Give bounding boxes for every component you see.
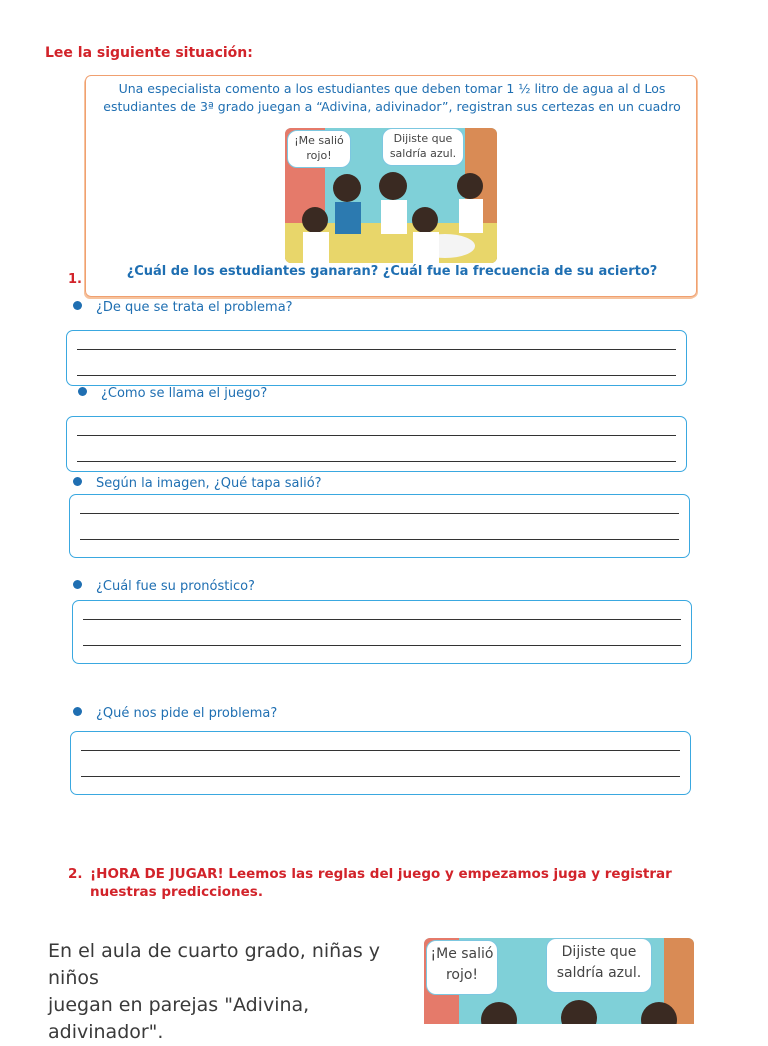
bullet-icon [78, 387, 87, 396]
question-label: ¿Como se llama el juego? [101, 386, 268, 401]
answer-line[interactable] [77, 349, 676, 350]
answer-line[interactable] [77, 435, 676, 436]
bottom-text-line: En el aula de cuarto grado, niñas y niños [48, 940, 381, 989]
item-number: 2. [68, 866, 83, 882]
answer-box-1[interactable] [66, 330, 687, 386]
bubble-line: Dijiste que [561, 944, 637, 960]
heading: Lee la siguiente situación: [45, 45, 253, 61]
bubble-line: rojo! [306, 149, 332, 162]
question-4 [73, 579, 255, 594]
answer-line[interactable] [80, 539, 679, 540]
story-text-line: estudiantes de 3ª grado juegan a “Adivina, adivinador”, registran sus certezas en un cuadro [103, 99, 681, 114]
question-5 [73, 706, 277, 721]
question-3 [73, 476, 322, 491]
answer-line[interactable] [83, 645, 681, 646]
bubble-line: Dijiste que [393, 132, 453, 145]
speech-bubble-right [382, 128, 464, 166]
answer-box-4[interactable] [72, 600, 692, 664]
answer-box-2[interactable] [66, 416, 687, 472]
question-label: Según la imagen, ¿Qué tapa salió? [96, 476, 322, 491]
item-2 [68, 865, 708, 901]
bubble-line: saldría azul. [556, 965, 642, 981]
bubble-line: ¡Me salió [430, 946, 494, 962]
answer-box-3[interactable] [69, 494, 690, 558]
answer-line[interactable] [81, 750, 680, 751]
story-text-line: Una especialista comento a los estudiantes que deben tomar 1 ½ litro de agua al d Los [118, 81, 666, 96]
bubble-line: ¡Me salió [294, 134, 344, 147]
answer-line[interactable] [77, 461, 676, 462]
bottom-illustration [424, 938, 694, 1024]
story-question: ¿Cuál de los estudiantes ganaran? ¿Cuál fue la frecuencia de su acierto? [126, 264, 658, 279]
bottom-text-line: juegan en parejas "Adivina, adivinador". [48, 994, 310, 1043]
item-2-text: ¡HORA DE JUGAR! Leemos las reglas del juego y empezamos juga y registrar nuestras predicciones. [90, 866, 672, 900]
answer-line[interactable] [77, 375, 676, 376]
bubble-line: saldría azul. [389, 147, 457, 160]
story-text [92, 80, 692, 116]
bubble-line: rojo! [445, 967, 479, 983]
question-1 [73, 300, 293, 315]
classroom-illustration [285, 128, 497, 263]
bottom-text [48, 938, 418, 1046]
answer-line[interactable] [80, 513, 679, 514]
speech-bubble-right [546, 938, 652, 993]
bullet-icon [73, 477, 82, 486]
answer-line[interactable] [83, 619, 681, 620]
answer-line[interactable] [81, 776, 680, 777]
question-label: ¿Qué nos pide el problema? [96, 706, 278, 721]
answer-box-5[interactable] [70, 731, 691, 795]
question-label: ¿Cuál fue su pronóstico? [96, 579, 255, 594]
bullet-icon [73, 301, 82, 310]
bullet-icon [73, 580, 82, 589]
bullet-icon [73, 707, 82, 716]
speech-bubble-left [426, 940, 498, 995]
question-2 [78, 386, 267, 401]
question-label: ¿De que se trata el problema? [96, 300, 293, 315]
speech-bubble-left [287, 130, 351, 168]
item-number: 1. [68, 272, 82, 287]
